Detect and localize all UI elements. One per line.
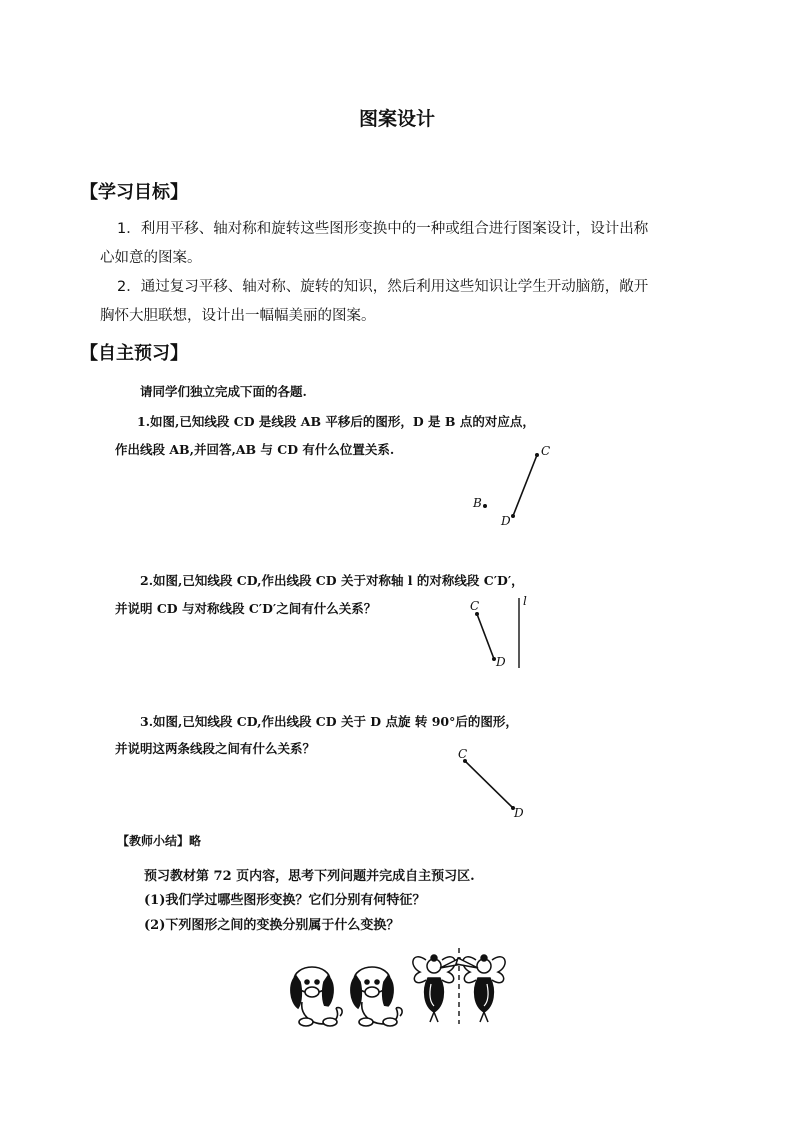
label-c-fig3: C xyxy=(458,747,468,761)
label-l-fig2: l xyxy=(523,594,527,608)
goal-1-line-1: 1．利用平移、轴对称和旋转这些图形变换中的一种或组合进行图案设计，设计出称 xyxy=(117,221,649,237)
label-c-fig2: C xyxy=(470,599,480,613)
self-preview-heading: 【自主预习】 xyxy=(80,343,188,364)
question-3-line-2: 并说明这两条线段之间有什么关系？ xyxy=(115,741,316,756)
label-d-fig1: D xyxy=(501,514,511,528)
label-b-fig1: B xyxy=(473,496,482,510)
label-d-fig2: D xyxy=(496,655,506,669)
fairy-figure-right xyxy=(456,955,505,1022)
dog-figure-2 xyxy=(351,967,402,1026)
fairy-figure-left xyxy=(413,955,462,1022)
goal-2-line-2: 胸怀大胆联想，设计出一幅幅美丽的图案。 xyxy=(100,308,376,324)
question-2-line-1: 2.如图,已知线段 CD,作出线段 CD 关于对称轴 l 的对称线段 C′D′， xyxy=(140,573,524,588)
goal-2-line-1: 2．通过复习平移、轴对称、旋转的知识，然后利用这些知识让学生开动脑筋，敞开 xyxy=(117,279,649,295)
teacher-summary: 【教师小结】略 xyxy=(117,834,202,848)
page-title: 图案设计 xyxy=(358,108,435,130)
question-2-line-2: 并说明 CD 与对称线段 C′D′之间有什么关系？ xyxy=(115,601,377,616)
dog-figure-1 xyxy=(291,967,342,1026)
exercise-intro: 请同学们独立完成下面的各题. xyxy=(140,384,307,399)
question-3-line-1: 3.如图,已知线段 CD,作出线段 CD 关于 D 点旋 转 90°后的图形， xyxy=(140,714,518,729)
goal-1-line-2: 心如意的图案。 xyxy=(100,250,202,266)
learning-goals-heading: 【学习目标】 xyxy=(80,182,188,203)
question-1-line-2: 作出线段 AB,并回答,AB 与 CD 有什么位置关系. xyxy=(115,442,395,457)
label-c-fig1: C xyxy=(541,444,551,458)
preview-question-1: (1)我们学过哪些图形变换？它们分别有何特征？ xyxy=(144,893,426,908)
preview-question-2: (2)下列图形之间的变换分别属于什么变换？ xyxy=(144,918,400,933)
preview-text: 预习教材第 72 页内容，思考下列问题并完成自主预习区. xyxy=(144,869,475,884)
label-d-fig3: D xyxy=(514,806,524,820)
question-1-line-1: 1.如图,已知线段 CD 是线段 AB 平移后的图形，D 是 B 点的对应点， xyxy=(137,414,535,429)
